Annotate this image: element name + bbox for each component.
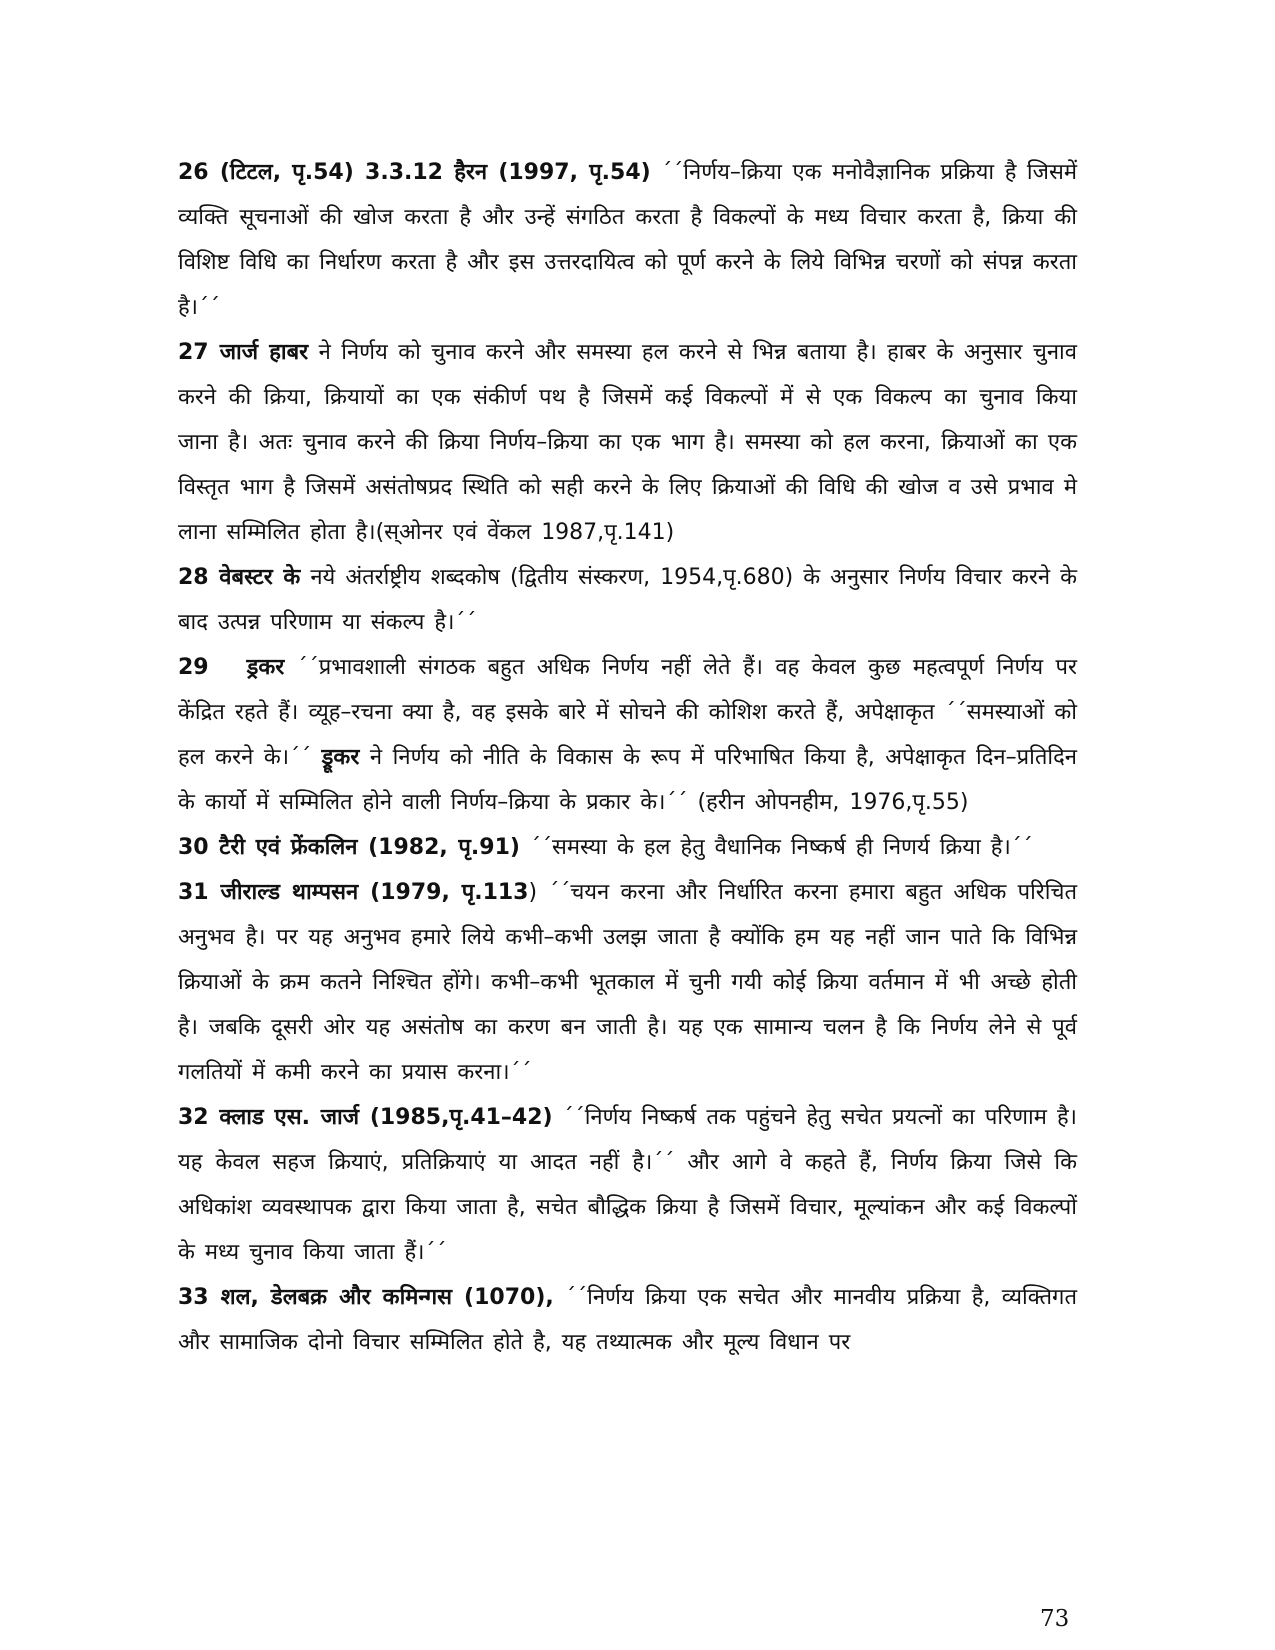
paragraph-26-lead: 26 (टिटल, पृ.54) 3.3.12 हैरन (1997, पृ.54) [178,160,651,185]
paragraph-31-lead: 31 जीराल्ड थाम्पसन (1979, पृ.113 [178,880,529,905]
paragraph-27 [178,330,1077,555]
paragraph-29-lead2: ड्रकर [246,655,285,680]
paragraph-30 [178,825,1077,870]
paragraph-27-lead: 27 जार्ज हाबर [178,340,309,365]
paragraph-32 [178,1095,1077,1275]
paragraph-33 [178,1275,1077,1365]
paragraph-26-text: ´´निर्णय–क्रिया एक मनोवैज्ञानिक प्रक्रिया है जिसमें व्यक्ति सूचनाओं की खोज करता है और उन्हें संगठित करता है विकल्पों के मध्य विचार करता है, क्रिया की विशिष्ट विधि का निर्धारण करता है और इस उत्तरदायित्व को पूर्ण करने के लिये विभिन्न चरणों को संपन्न करता है।´´ [178,160,1077,320]
paragraph-31 [178,870,1077,1095]
paragraph-29-text: ´´प्रभावशाली संगठक बहुत अधिक निर्णय नहीं लेते हैं। वह केवल कुछ महत्वपूर्ण निर्णय पर केंद्रित रहते हैं। व्यूह–रचना क्या है, वह इसके बारे में सोचने की कोशिश करते हैं, अपेक्षाकृत ´´समस्याओं को हल करने के।´´ [178,655,1077,770]
paragraph-28-lead: 28 वेबस्टर के [178,565,301,590]
paragraph-30-text: ´´समस्या के हल हेतु वैधानिक निष्कर्ष ही निणर्य क्रिया है।´´ [519,835,1033,860]
paragraph-26 [178,150,1077,330]
paragraph-29-lead3: ड्रूकर [321,745,360,770]
paragraph-29-text2: ने निर्णय को नीति के विकास के रूप में परिभाषित किया है, अपेक्षाकृत दिन–प्रतिदिन के कार्यो में सम्मिलित होने वाली निर्णय–क्रिया के प्रकार के।´´ (हरीन ओपनहीम, 1976,पृ.55) [178,745,1077,815]
paragraph-33-text: ´´निर्णय क्रिया एक सचेत और मानवीय प्रक्रिया है, व्यक्तिगत और सामाजिक दोनो विचार सम्मिलित होते है, यह तथ्यात्मक और मूल्य विधान पर [178,1285,1077,1355]
paragraph-28-text: नये अंतर्राष्ट्रीय शब्दकोष (द्वितीय संस्करण, 1954,पृ.680) के अनुसार निर्णय विचार करने के बाद उत्पन्न परिणाम या संकल्प है।´´ [178,565,1077,635]
paragraph-32-text: ´´निर्णय निष्कर्ष तक पहुंचने हेतु सचेत प्रयत्नों का परिणाम है। यह केवल सहज क्रियाएं, प्रतिक्रियाएं या आदत नहीं है।´´ और आगे वे कहते हैं, निर्णय क्रिया जिसे कि अधिकांश व्यवस्थापक द्वारा किया जाता है, सचेत बौद्धिक क्रिया है जिसमें विचार, मूल्यांकन और कई विकल्पों के मध्य चुनाव किया जाता हैं।´´ [178,1105,1077,1265]
paragraph-32-lead: 32 क्लाड एस. जार्ज (1985,पृ.41–42) [178,1105,553,1130]
paragraph-33-lead: 33 शल, डेलबक्र और कमिन्गस (1070), [178,1285,554,1310]
paragraph-29 [178,645,1077,825]
paragraph-31-text: ) ´´चयन करना और निर्धारित करना हमारा बहुत अधिक परिचित अनुभव है। पर यह अनुभव हमारे लिये कभी–कभी उलझ जाता है क्योंकि हम यह नहीं जान पाते कि विभिन्न क्रियाओं के क्रम कतने निश्चित होंगे। कभी–कभी भूतकाल में चुनी गयी कोई क्रिया वर्तमान में भी अच्छे होती है। जबकि दूसरी ओर यह असंतोष का करण बन जाती है। यह एक सामान्य चलन है कि निर्णय लेने से पूर्व गलतियों में कमी करने का प्रयास करना।´´ [178,880,1077,1085]
page-number: 73 [1040,1606,1070,1632]
paragraph-27-text: ने निर्णय को चुनाव करने और समस्या हल करने से भिन्न बताया है। हाबर के अनुसार चुनाव करने की क्रिया, क्रियायों का एक संकीर्ण पथ है जिसमें कई विकल्पों में से एक विकल्प का चुनाव किया जाना है। अतः चुनाव करने की क्रिया निर्णय–क्रिया का एक भाग है। समस्या को हल करना, क्रियाओं का एक विस्तृत भाग है जिसमें असंतोषप्रद स्थिति को सही करने के लिए क्रियाओं की विधि की खोज व उसे प्रभाव मे लाना सम्मिलित होता है।(स्ओनर एवं वेंकल 1987,पृ.141) [178,340,1077,545]
paragraph-30-lead: 30 टैरी एवं फ्रेंकलिन (1982, पृ.91) [178,835,520,860]
paragraph-28 [178,555,1077,645]
paragraph-29-lead: 29 [178,655,209,680]
